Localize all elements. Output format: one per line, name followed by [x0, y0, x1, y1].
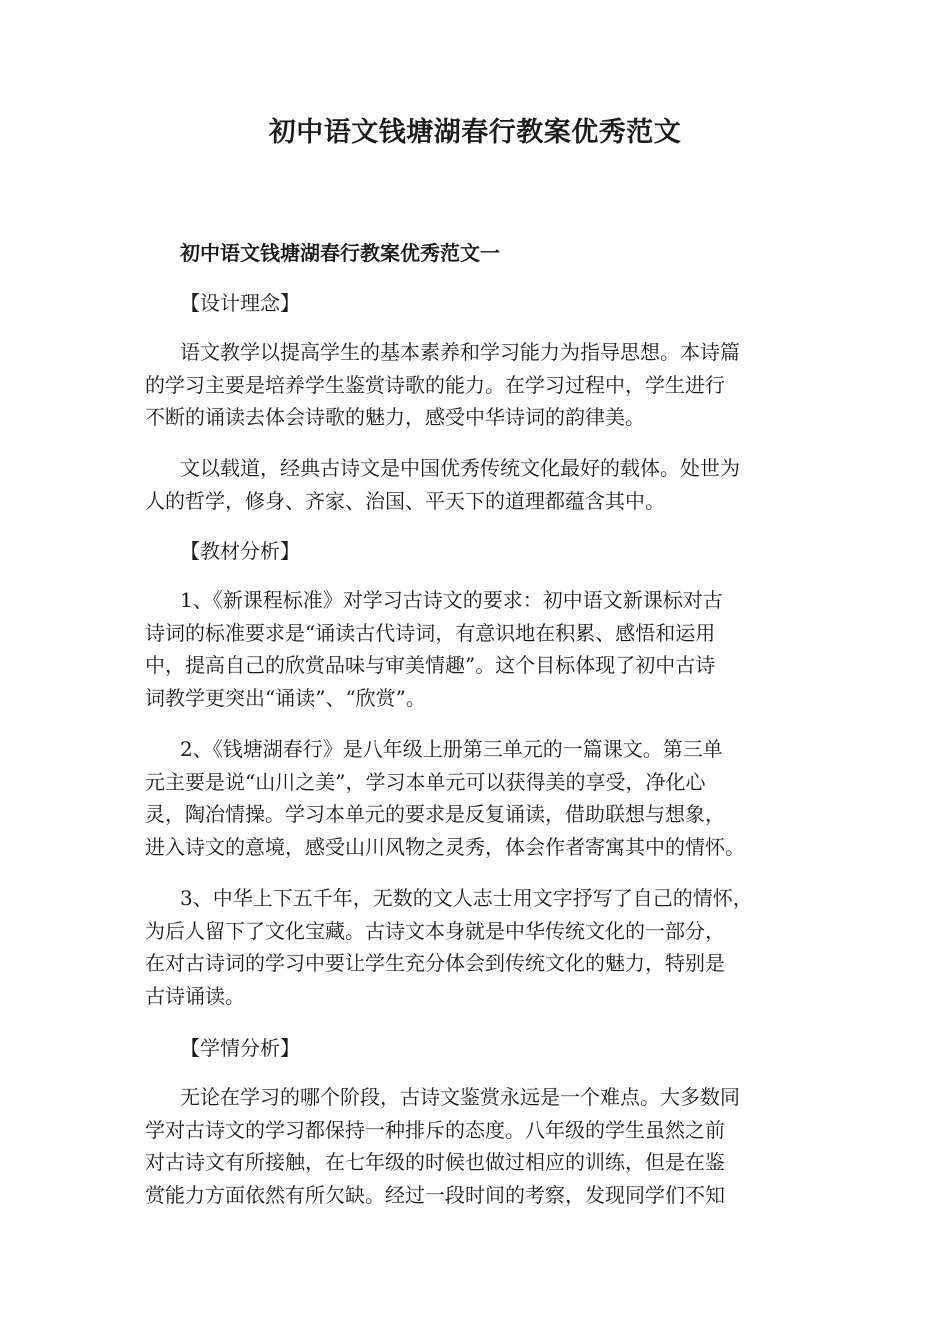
paragraph-student-analysis [145, 1081, 835, 1211]
paragraph-line: 1、《新课程标准》对学习古诗文的要求：初中语文新课标对古 [180, 588, 723, 612]
paragraph-line: 灵，陶冶情操。学习本单元的要求是反复诵读，借助联想与想象， [145, 802, 725, 826]
paragraph-line: 无论在学习的哪个阶段，古诗文鉴赏永远是一个难点。大多数同 [180, 1085, 740, 1109]
paragraph-line: 文以载道，经典古诗文是中国优秀传统文化最好的载体。处世为 [180, 456, 740, 480]
paragraph-line: 进入诗文的意境，感受山川风物之灵秀，体会作者寄寓其中的情怀。 [145, 834, 745, 859]
paragraph-line: 学对古诗文的学习都保持一种排斥的态度。八年级的学生虽然之前 [145, 1117, 725, 1142]
label-design-concept: 【设计理念】 [180, 291, 300, 315]
paragraph-line: 古诗诵读。 [145, 983, 245, 1008]
paragraph-line: 中，提高自己的欣赏品味与审美情趣”。这个目标体现了初中古诗 [145, 653, 716, 677]
section-heading: 初中语文钱塘湖春行教案优秀范文一 [180, 241, 500, 265]
paragraph-line: 3、中华上下五千年，无数的文人志士用文字抒写了自己的情怀， [180, 886, 753, 910]
paragraph-line: 对古诗文有所接触，在七年级的时候也做过相应的训练，但是在鉴 [145, 1150, 725, 1174]
label-material-analysis: 【教材分析】 [180, 539, 300, 563]
paragraph-line: 诗词的标准要求是“诵读古代诗词，有意识地在积累、感悟和运用 [145, 620, 716, 645]
paragraph-line: 元主要是说“山川之美”，学习本单元可以获得美的享受，净化心 [145, 769, 706, 794]
paragraph-material-3 [145, 882, 835, 1012]
paragraph-line: 词教学更突出“诵读”、“欣赏”。 [145, 685, 426, 710]
paragraph-line: 在对古诗词的学习中要让学生充分体会到传统文化的魅力，特别是 [145, 951, 725, 975]
paragraph-material-1 [145, 584, 835, 714]
paragraph-line: 的学习主要是培养学生鉴赏诗歌的能力。在学习过程中，学生进行 [145, 372, 725, 397]
paragraph-line: 赏能力方面依然有所欠缺。经过一段时间的考察，发现同学们不知 [145, 1182, 725, 1207]
document-title: 初中语文钱塘湖春行教案优秀范文 [268, 117, 682, 148]
paragraph-line: 为后人留下了文化宝藏。古诗文本身就是中华传统文化的一部分， [145, 918, 725, 943]
paragraph-material-2 [145, 733, 835, 863]
paragraph-line: 2、《钱塘湖春行》是八年级上册第三单元的一篇课文。第三单 [180, 737, 723, 761]
paragraph-design-concept-2 [145, 452, 835, 517]
paragraph-line: 语文教学以提高学生的基本素养和学习能力为指导思想。本诗篇 [180, 340, 740, 364]
paragraph-line: 人的哲学，修身、齐家、治国、平天下的道理都蕴含其中。 [145, 488, 665, 513]
label-student-analysis: 【学情分析】 [180, 1036, 300, 1060]
paragraph-line: 不断的诵读去体会诗歌的魅力，感受中华诗词的韵律美。 [145, 405, 645, 429]
paragraph-design-concept-1 [145, 336, 835, 434]
